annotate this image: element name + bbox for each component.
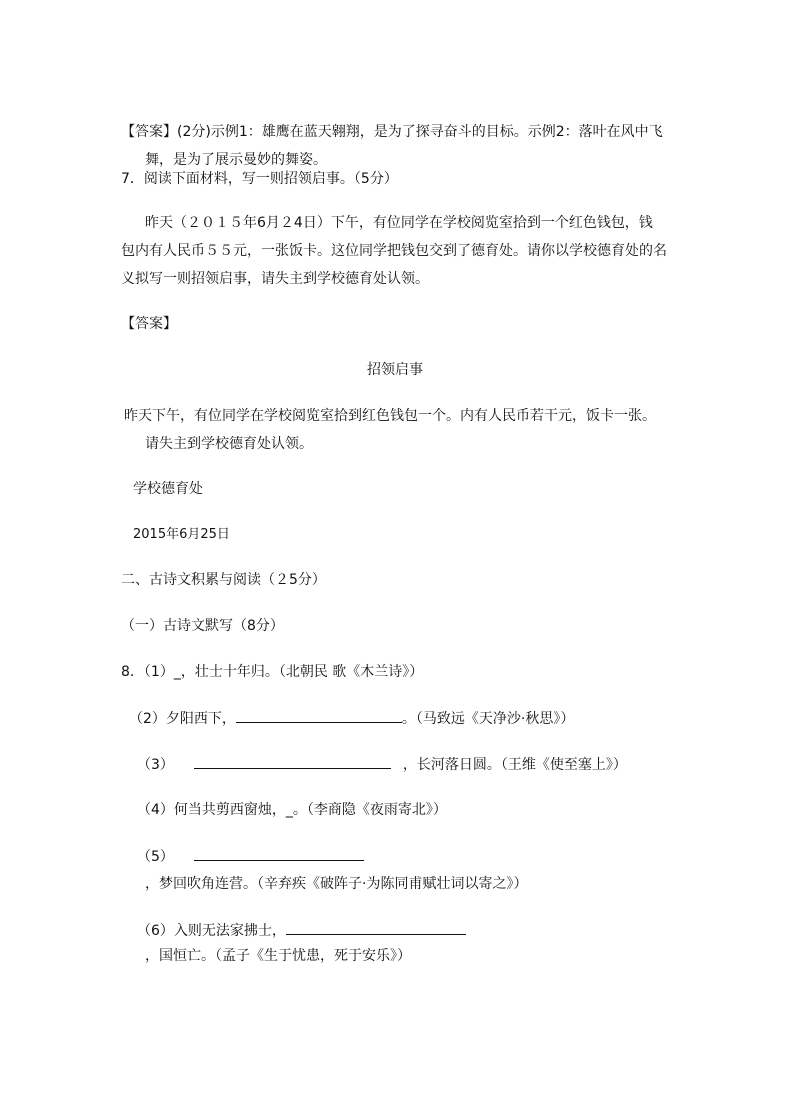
q8-item2-prefix: （2）夕阳西下， bbox=[129, 711, 236, 727]
q8-item2 bbox=[129, 708, 574, 729]
q7-material-line2: 包内有人民币５５元，一张饭卡。这位同学把钱包交到了德育处。请你以学校德育处的名 bbox=[121, 243, 667, 259]
q8-item2-suffix: 。（马致远《天净沙·秋思》） bbox=[401, 711, 575, 727]
section2-sub-heading: （一）古诗文默写（8分） bbox=[121, 618, 284, 634]
q8-item4: （4）何当共剪西窗烛，_。（李商隐《夜雨寄北》） bbox=[137, 802, 447, 818]
q8-item1: 8．（1）_，壮士十年归。（北朝民 歌《木兰诗》） bbox=[121, 664, 424, 680]
q7-material-line3: 义拟写一则招领启事，请失主到学校德育处认领。 bbox=[121, 271, 429, 287]
q8-item6-blank[interactable] bbox=[286, 920, 466, 935]
q8-item5-prefix: （5） bbox=[137, 849, 174, 865]
q8-item6-suffix: ，国恒亡。（孟子《生于忧患，死于安乐》） bbox=[145, 948, 411, 964]
notice-body-line1: 昨天下午，有位同学在学校阅览室拾到红色钱包一个。内有人民币若干元，饭卡一张。 bbox=[124, 408, 656, 424]
notice-body-line2: 请失主到学校德育处认领。 bbox=[145, 436, 313, 452]
section2-heading: 二、古诗文积累与阅读（２5分） bbox=[121, 572, 326, 588]
q8-item5-first bbox=[137, 846, 364, 867]
answer6-line2: 舞，是为了展示曼妙的舞姿。 bbox=[145, 152, 327, 168]
q8-item3-blank[interactable] bbox=[194, 754, 391, 769]
answer6-line1: 【答案】(2分)示例1：雄鹰在蓝天翱翔，是为了探寻奋斗的目标。示例2：落叶在风中飞 bbox=[121, 124, 663, 140]
q7-material-line1: 昨天（２０１５年6月２4日）下午，有位同学在学校阅览室拾到一个红色钱包，钱 bbox=[145, 215, 653, 231]
q8-item3-prefix: （3） bbox=[137, 757, 174, 773]
q8-item2-blank[interactable] bbox=[236, 708, 402, 723]
q8-item5-suffix: ，梦回吹角连营。（辛弃疾《破阵子·为陈同甫赋壮词以寄之》） bbox=[145, 876, 528, 892]
q8-item3-suffix: ，长河落日圆。（王维《使至塞上》） bbox=[402, 757, 627, 773]
q8-item5-blank[interactable] bbox=[194, 846, 364, 861]
notice-date: 2015年6月25日 bbox=[133, 527, 230, 542]
notice-title: 招领启事 bbox=[367, 362, 423, 378]
notice-signature: 学校德育处 bbox=[133, 481, 203, 497]
q7-answer-label: 【答案】 bbox=[121, 316, 177, 332]
q7-prompt: 7．阅读下面材料，写一则招领启事。（5分） bbox=[121, 171, 398, 187]
q8-item6-first bbox=[137, 920, 466, 941]
q8-item6-prefix: （6）入则无法家拂士， bbox=[137, 923, 286, 939]
q8-item3 bbox=[137, 754, 627, 775]
